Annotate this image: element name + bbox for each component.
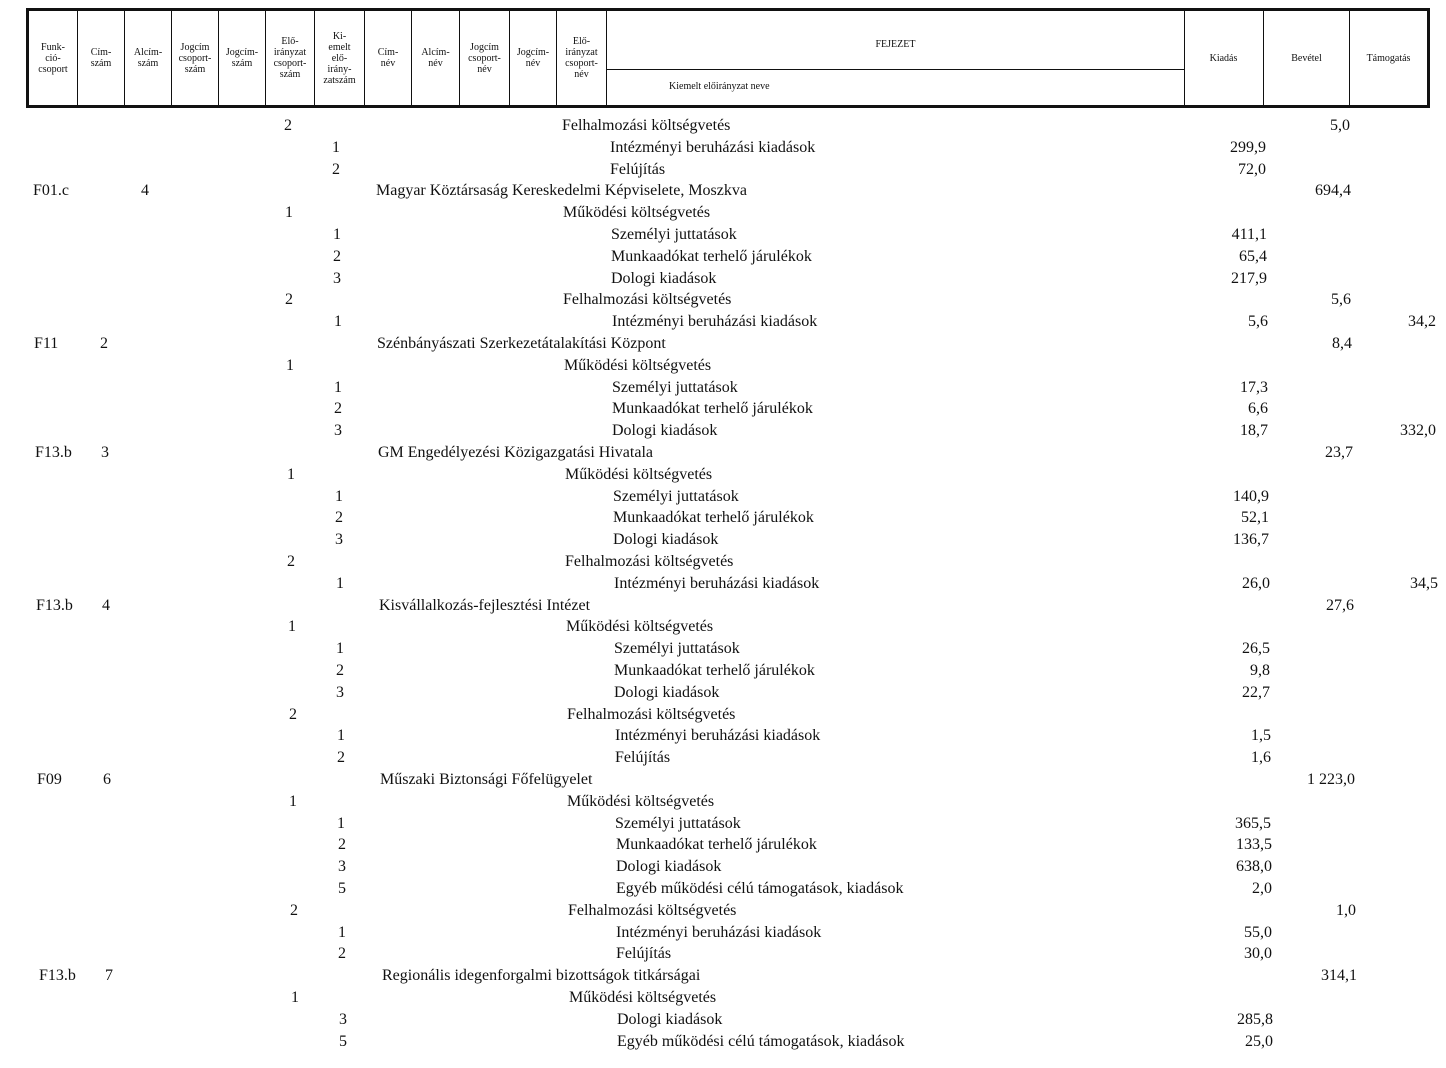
eloiranyzat-csoport-szam: 1 — [289, 792, 297, 810]
row-name: Intézményi beruházási kiadások — [610, 138, 816, 156]
header-eloiranyzat-csoport-nev: Elő- irányzat csoport- név — [557, 11, 607, 105]
kiadas-value: 299,9 — [1230, 138, 1266, 156]
header-funkcio-csoport: Funk- ció- csoport — [29, 11, 78, 105]
eloiranyzat-csoport-szam: 2 — [289, 705, 297, 723]
kiemelt-eloiranyzat-szam: 5 — [339, 1032, 347, 1050]
eloiranyzat-csoport-szam: 1 — [286, 356, 294, 374]
eloiranyzat-csoport-szam: 1 — [291, 989, 299, 1006]
header-kiemelt-eloiranyzat-szam: Ki- emelt elő- irány- zatszám — [315, 11, 365, 105]
kiadas-value: 638,0 — [1236, 858, 1272, 876]
row-name: Felújítás — [610, 160, 666, 178]
row-name: Személyi juttatások — [614, 640, 740, 658]
kiemelt-eloiranyzat-szam: 3 — [336, 683, 344, 701]
kiadas-value: 5,6 — [1248, 313, 1268, 331]
row-name: Magyar Köztársaság Kereskedelmi Képviselete, Moszkva — [376, 182, 747, 200]
header-jogcim-csoport-szam: Jogcím csoport- szám — [172, 11, 219, 105]
bevetel-value: 1 223,0 — [1307, 771, 1355, 788]
kiadas-value: 18,7 — [1240, 422, 1268, 440]
row-name: Egyéb működési célú támogatások, kiadások — [617, 1032, 905, 1050]
header-divider — [607, 69, 1184, 70]
row-name: Munkaadókat terhelő járulékok — [611, 247, 812, 265]
row-name: Intézményi beruházási kiadások — [612, 313, 818, 331]
tamogatas-value: 34,2 — [1408, 313, 1436, 331]
bevetel-value: 23,7 — [1325, 444, 1353, 461]
row-name: Munkaadókat terhelő járulékok — [612, 400, 813, 418]
row-name: Dologi kiadások — [612, 422, 718, 440]
kiadas-value: 6,6 — [1248, 400, 1268, 418]
bevetel-value: 27,6 — [1326, 596, 1354, 614]
kiemelt-eloiranyzat-szam: 2 — [335, 509, 343, 527]
kiemelt-eloiranyzat-szam: 2 — [334, 400, 342, 418]
kiemelt-eloiranyzat-szam: 1 — [332, 138, 340, 156]
eloiranyzat-csoport-szam: 2 — [284, 117, 292, 134]
row-name: Felhalmozási költségvetés — [565, 553, 734, 570]
row-name: Munkaadókat terhelő járulékok — [616, 836, 817, 854]
header-alcim-nev: Alcím- név — [412, 11, 460, 105]
header-cim-szam: Cím- szám — [78, 11, 125, 105]
row-name: Működési költségvetés — [567, 792, 715, 810]
bevetel-value: 5,6 — [1331, 291, 1351, 309]
header-jogcim-szam: Jogcím- szám — [219, 11, 266, 105]
header-cim-nev: Cím- név — [365, 11, 412, 105]
eloiranyzat-csoport-szam: 2 — [285, 291, 293, 309]
row-name: Dologi kiadások — [613, 531, 719, 549]
header-alcim-szam: Alcím- szám — [125, 11, 172, 105]
row-name: Dologi kiadások — [616, 858, 722, 876]
row-name: GM Engedélyezési Közigazgatási Hivatala — [378, 444, 653, 461]
kiadas-value: 1,6 — [1251, 749, 1271, 767]
kiadas-value: 52,1 — [1241, 509, 1269, 527]
funkcio-csoport: F13.b — [35, 444, 72, 461]
cim-szam: 7 — [105, 967, 113, 985]
row-name: Munkaadókat terhelő járulékok — [613, 509, 814, 527]
header-fejezet: FEJEZET — [875, 39, 916, 50]
eloiranyzat-csoport-szam: 1 — [287, 465, 295, 483]
eloiranyzat-csoport-szam: 2 — [287, 553, 295, 570]
bevetel-value: 5,0 — [1330, 117, 1350, 134]
row-name: Felhalmozási költségvetés — [568, 901, 737, 919]
kiemelt-eloiranyzat-szam: 1 — [337, 727, 345, 745]
kiadas-value: 65,4 — [1239, 247, 1267, 265]
row-name: Személyi juttatások — [611, 226, 737, 243]
kiadas-value: 26,0 — [1242, 574, 1270, 592]
cim-szam: 3 — [101, 444, 109, 461]
row-name: Dologi kiadások — [614, 683, 720, 701]
bevetel-value: 8,4 — [1332, 335, 1352, 352]
kiemelt-eloiranyzat-szam: 2 — [333, 247, 341, 265]
kiadas-value: 285,8 — [1237, 1010, 1273, 1028]
kiemelt-eloiranyzat-szam: 2 — [337, 749, 345, 767]
funkcio-csoport: F09 — [37, 771, 62, 788]
row-name: Intézményi beruházási kiadások — [614, 574, 820, 592]
row-name: Intézményi beruházási kiadások — [615, 727, 821, 745]
eloiranyzat-csoport-szam: 1 — [288, 618, 296, 636]
tamogatas-value: 34,5 — [1410, 574, 1438, 592]
header-jogcim-nev: Jogcím- név — [510, 11, 557, 105]
kiadas-value: 217,9 — [1231, 269, 1267, 287]
kiemelt-eloiranyzat-szam: 1 — [334, 313, 342, 331]
row-name: Működési költségvetés — [566, 618, 714, 636]
row-name: Dologi kiadások — [611, 269, 717, 287]
tamogatas-value: 332,0 — [1400, 422, 1436, 440]
eloiranyzat-csoport-szam: 2 — [290, 901, 298, 919]
kiemelt-eloiranyzat-szam: 2 — [338, 836, 346, 854]
header-jogcim-csoport-nev: Jogcím csoport- név — [460, 11, 510, 105]
kiadas-value: 9,8 — [1250, 662, 1270, 679]
kiadas-value: 365,5 — [1235, 814, 1271, 832]
row-name: Személyi juttatások — [615, 814, 741, 832]
header-kiadas: Kiadás — [1184, 11, 1264, 105]
kiemelt-eloiranyzat-szam: 1 — [334, 378, 342, 396]
funkcio-csoport: F01.c — [33, 182, 69, 200]
funkcio-csoport: F11 — [34, 335, 59, 352]
kiadas-value: 25,0 — [1245, 1032, 1273, 1050]
kiemelt-eloiranyzat-szam: 3 — [338, 858, 346, 876]
kiemelt-eloiranyzat-szam: 1 — [338, 923, 346, 941]
kiemelt-eloiranyzat-szam: 1 — [333, 226, 341, 243]
header-bevetel: Bevétel — [1264, 11, 1350, 105]
header-fejezet-block — [607, 11, 1185, 105]
column-header — [26, 8, 1430, 108]
kiadas-value: 133,5 — [1236, 836, 1272, 854]
kiemelt-eloiranyzat-szam: 3 — [333, 269, 341, 287]
kiemelt-eloiranyzat-szam: 1 — [336, 574, 344, 592]
kiemelt-eloiranyzat-szam: 3 — [334, 422, 342, 440]
row-name: Kisvállalkozás-fejlesztési Intézet — [379, 596, 591, 614]
bevetel-value: 314,1 — [1321, 967, 1357, 985]
row-name: Személyi juttatások — [613, 487, 739, 505]
kiadas-value: 30,0 — [1244, 945, 1272, 963]
kiemelt-eloiranyzat-szam: 2 — [332, 160, 340, 178]
funkcio-csoport: F13.b — [36, 596, 73, 614]
header-eloiranyzat-csoport-szam: Elő- irányzat csoport- szám — [266, 11, 315, 105]
row-name: Működési költségvetés — [563, 204, 711, 222]
cim-szam: 2 — [100, 335, 108, 352]
kiemelt-eloiranyzat-szam: 3 — [339, 1010, 347, 1028]
kiemelt-eloiranyzat-szam: 3 — [335, 531, 343, 549]
cim-szam: 6 — [103, 771, 111, 788]
kiadas-value: 136,7 — [1233, 531, 1269, 549]
row-name: Dologi kiadások — [617, 1010, 723, 1028]
kiadas-value: 72,0 — [1238, 160, 1266, 178]
eloiranyzat-csoport-szam: 1 — [285, 204, 293, 222]
bevetel-value: 1,0 — [1336, 901, 1356, 919]
kiadas-value: 17,3 — [1240, 378, 1268, 396]
row-name: Működési költségvetés — [564, 356, 712, 374]
row-name: Működési költségvetés — [569, 989, 717, 1006]
alcim-szam: 4 — [141, 182, 149, 200]
row-name: Felhalmozási költségvetés — [567, 705, 736, 723]
row-name: Felújítás — [616, 945, 672, 963]
kiemelt-eloiranyzat-szam: 1 — [336, 640, 344, 658]
kiadas-value: 55,0 — [1244, 923, 1272, 941]
row-name: Működési költségvetés — [565, 465, 713, 483]
kiemelt-eloiranyzat-szam: 5 — [338, 880, 346, 897]
header-kiemelt-eloiranyzat-neve: Kiemelt előirányzat neve — [669, 81, 770, 92]
kiemelt-eloiranyzat-szam: 1 — [337, 814, 345, 832]
kiadas-value: 22,7 — [1242, 683, 1270, 701]
kiemelt-eloiranyzat-szam: 1 — [335, 487, 343, 505]
row-name: Személyi juttatások — [612, 378, 738, 396]
bevetel-value: 694,4 — [1315, 182, 1351, 200]
row-name: Intézményi beruházási kiadások — [616, 923, 822, 941]
cim-szam: 4 — [102, 596, 110, 614]
kiemelt-eloiranyzat-szam: 2 — [338, 945, 346, 963]
header-tamogatas: Támogatás — [1366, 52, 1411, 64]
row-name: Munkaadókat terhelő járulékok — [614, 662, 815, 679]
row-name: Regionális idegenforgalmi bizottságok titkárságai — [382, 967, 701, 985]
row-name: Szénbányászati Szerkezetátalakítási Központ — [377, 335, 666, 352]
kiadas-value: 26,5 — [1242, 640, 1270, 658]
row-name: Felhalmozási költségvetés — [562, 117, 731, 134]
kiadas-value: 1,5 — [1251, 727, 1271, 745]
kiemelt-eloiranyzat-szam: 2 — [336, 662, 344, 679]
kiadas-value: 2,0 — [1252, 880, 1272, 897]
kiadas-value: 140,9 — [1233, 487, 1269, 505]
row-name: Műszaki Biztonsági Főfelügyelet — [380, 771, 593, 788]
funkcio-csoport: F13.b — [39, 967, 76, 985]
row-name: Felhalmozási költségvetés — [563, 291, 732, 309]
row-name: Egyéb működési célú támogatások, kiadások — [616, 880, 904, 897]
row-name: Felújítás — [615, 749, 671, 767]
kiadas-value: 411,1 — [1231, 226, 1267, 243]
